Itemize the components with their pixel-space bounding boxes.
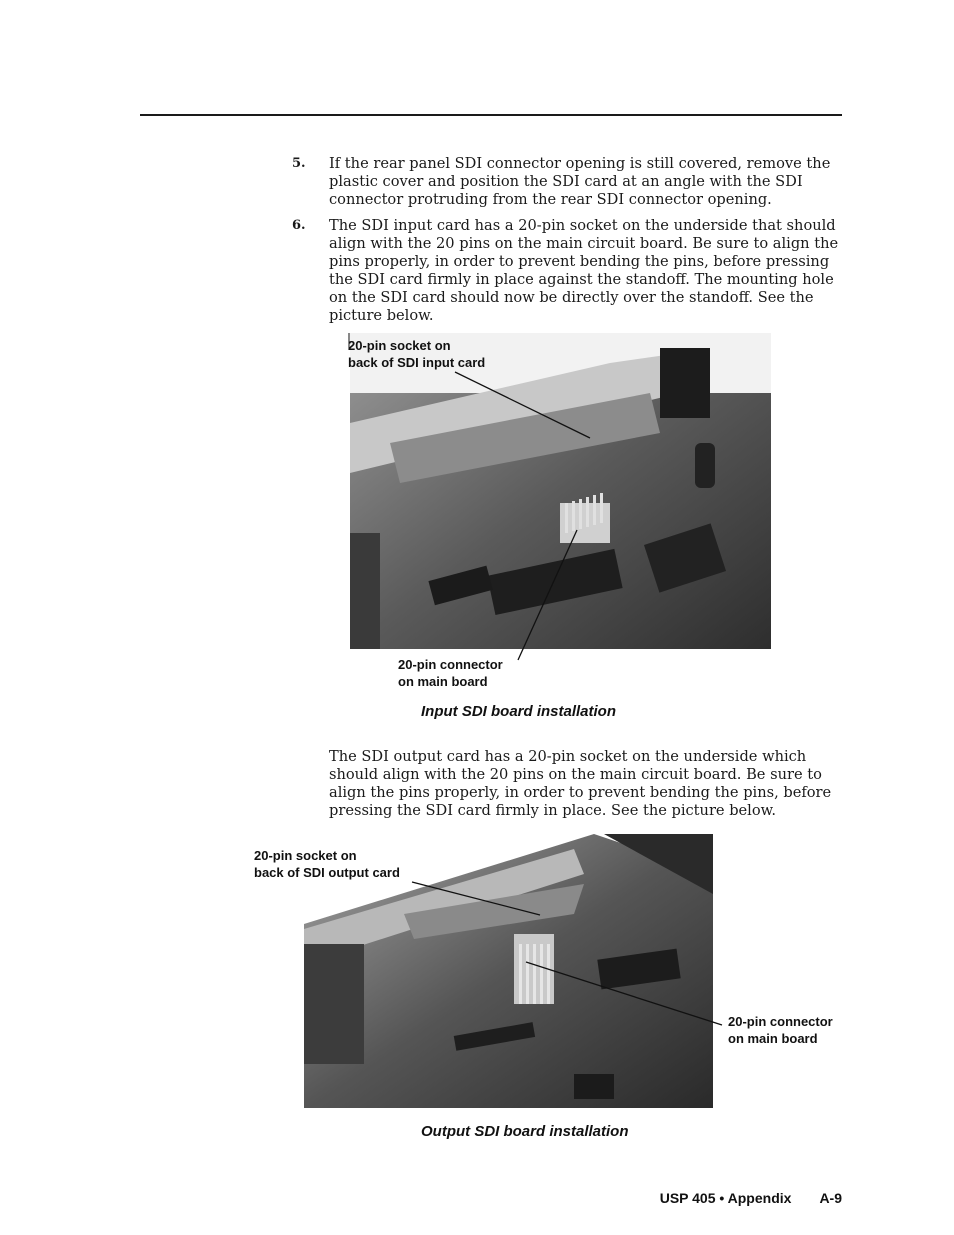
callout-line: 20-pin connector bbox=[728, 1014, 833, 1029]
step-number: 6. bbox=[292, 218, 306, 233]
output-paragraph: The SDI output card has a 20-pin socket on the underside which should align with the 20 pins on the main circuit board. Be sure to align the pins properly, in order to prevent bending the pins, before pressing the SDI card firmly in place. See the picture below. bbox=[329, 748, 832, 819]
step-5 bbox=[292, 155, 842, 209]
step-text: If the rear panel SDI connector opening is still covered, remove the plastic cover and position the SDI card at an angle with the SDI connector protruding from the rear SDI connector opening. bbox=[329, 155, 831, 208]
callout-input-connector bbox=[398, 656, 503, 690]
figure2-caption: Output SDI board installation bbox=[421, 1123, 629, 1140]
callout-input-socket bbox=[348, 337, 485, 371]
page-footer bbox=[660, 1190, 842, 1206]
callout-line: 20-pin connector bbox=[398, 657, 503, 672]
header-rule bbox=[140, 114, 842, 116]
input-sdi-board-photo bbox=[350, 333, 771, 649]
callout-line: back of SDI input card bbox=[348, 355, 486, 370]
step-number: 5. bbox=[292, 156, 306, 171]
callout-line: on main board bbox=[398, 674, 488, 689]
step-6 bbox=[292, 217, 842, 325]
callout-output-socket bbox=[254, 847, 400, 881]
callout-output-connector bbox=[728, 1013, 833, 1047]
figure1-caption: Input SDI board installation bbox=[421, 703, 616, 720]
step-text: The SDI input card has a 20-pin socket on the underside that should align with the 20 pins on the main circuit board. Be sure to align the pins properly, in order to prevent bending the pins, before pressing the SDI card firmly in place against the standoff. The mounting hole on the SDI card should now be directly over the standoff. See the picture below. bbox=[329, 217, 839, 324]
page-number: A-9 bbox=[819, 1190, 842, 1206]
callout-line: back of SDI output card bbox=[254, 865, 400, 880]
footer-title: USP 405 • Appendix bbox=[659, 1190, 792, 1206]
callout-line: 20-pin socket on bbox=[348, 338, 451, 353]
callout-line: 20-pin socket on bbox=[254, 848, 357, 863]
callout-line: on main board bbox=[728, 1031, 818, 1046]
